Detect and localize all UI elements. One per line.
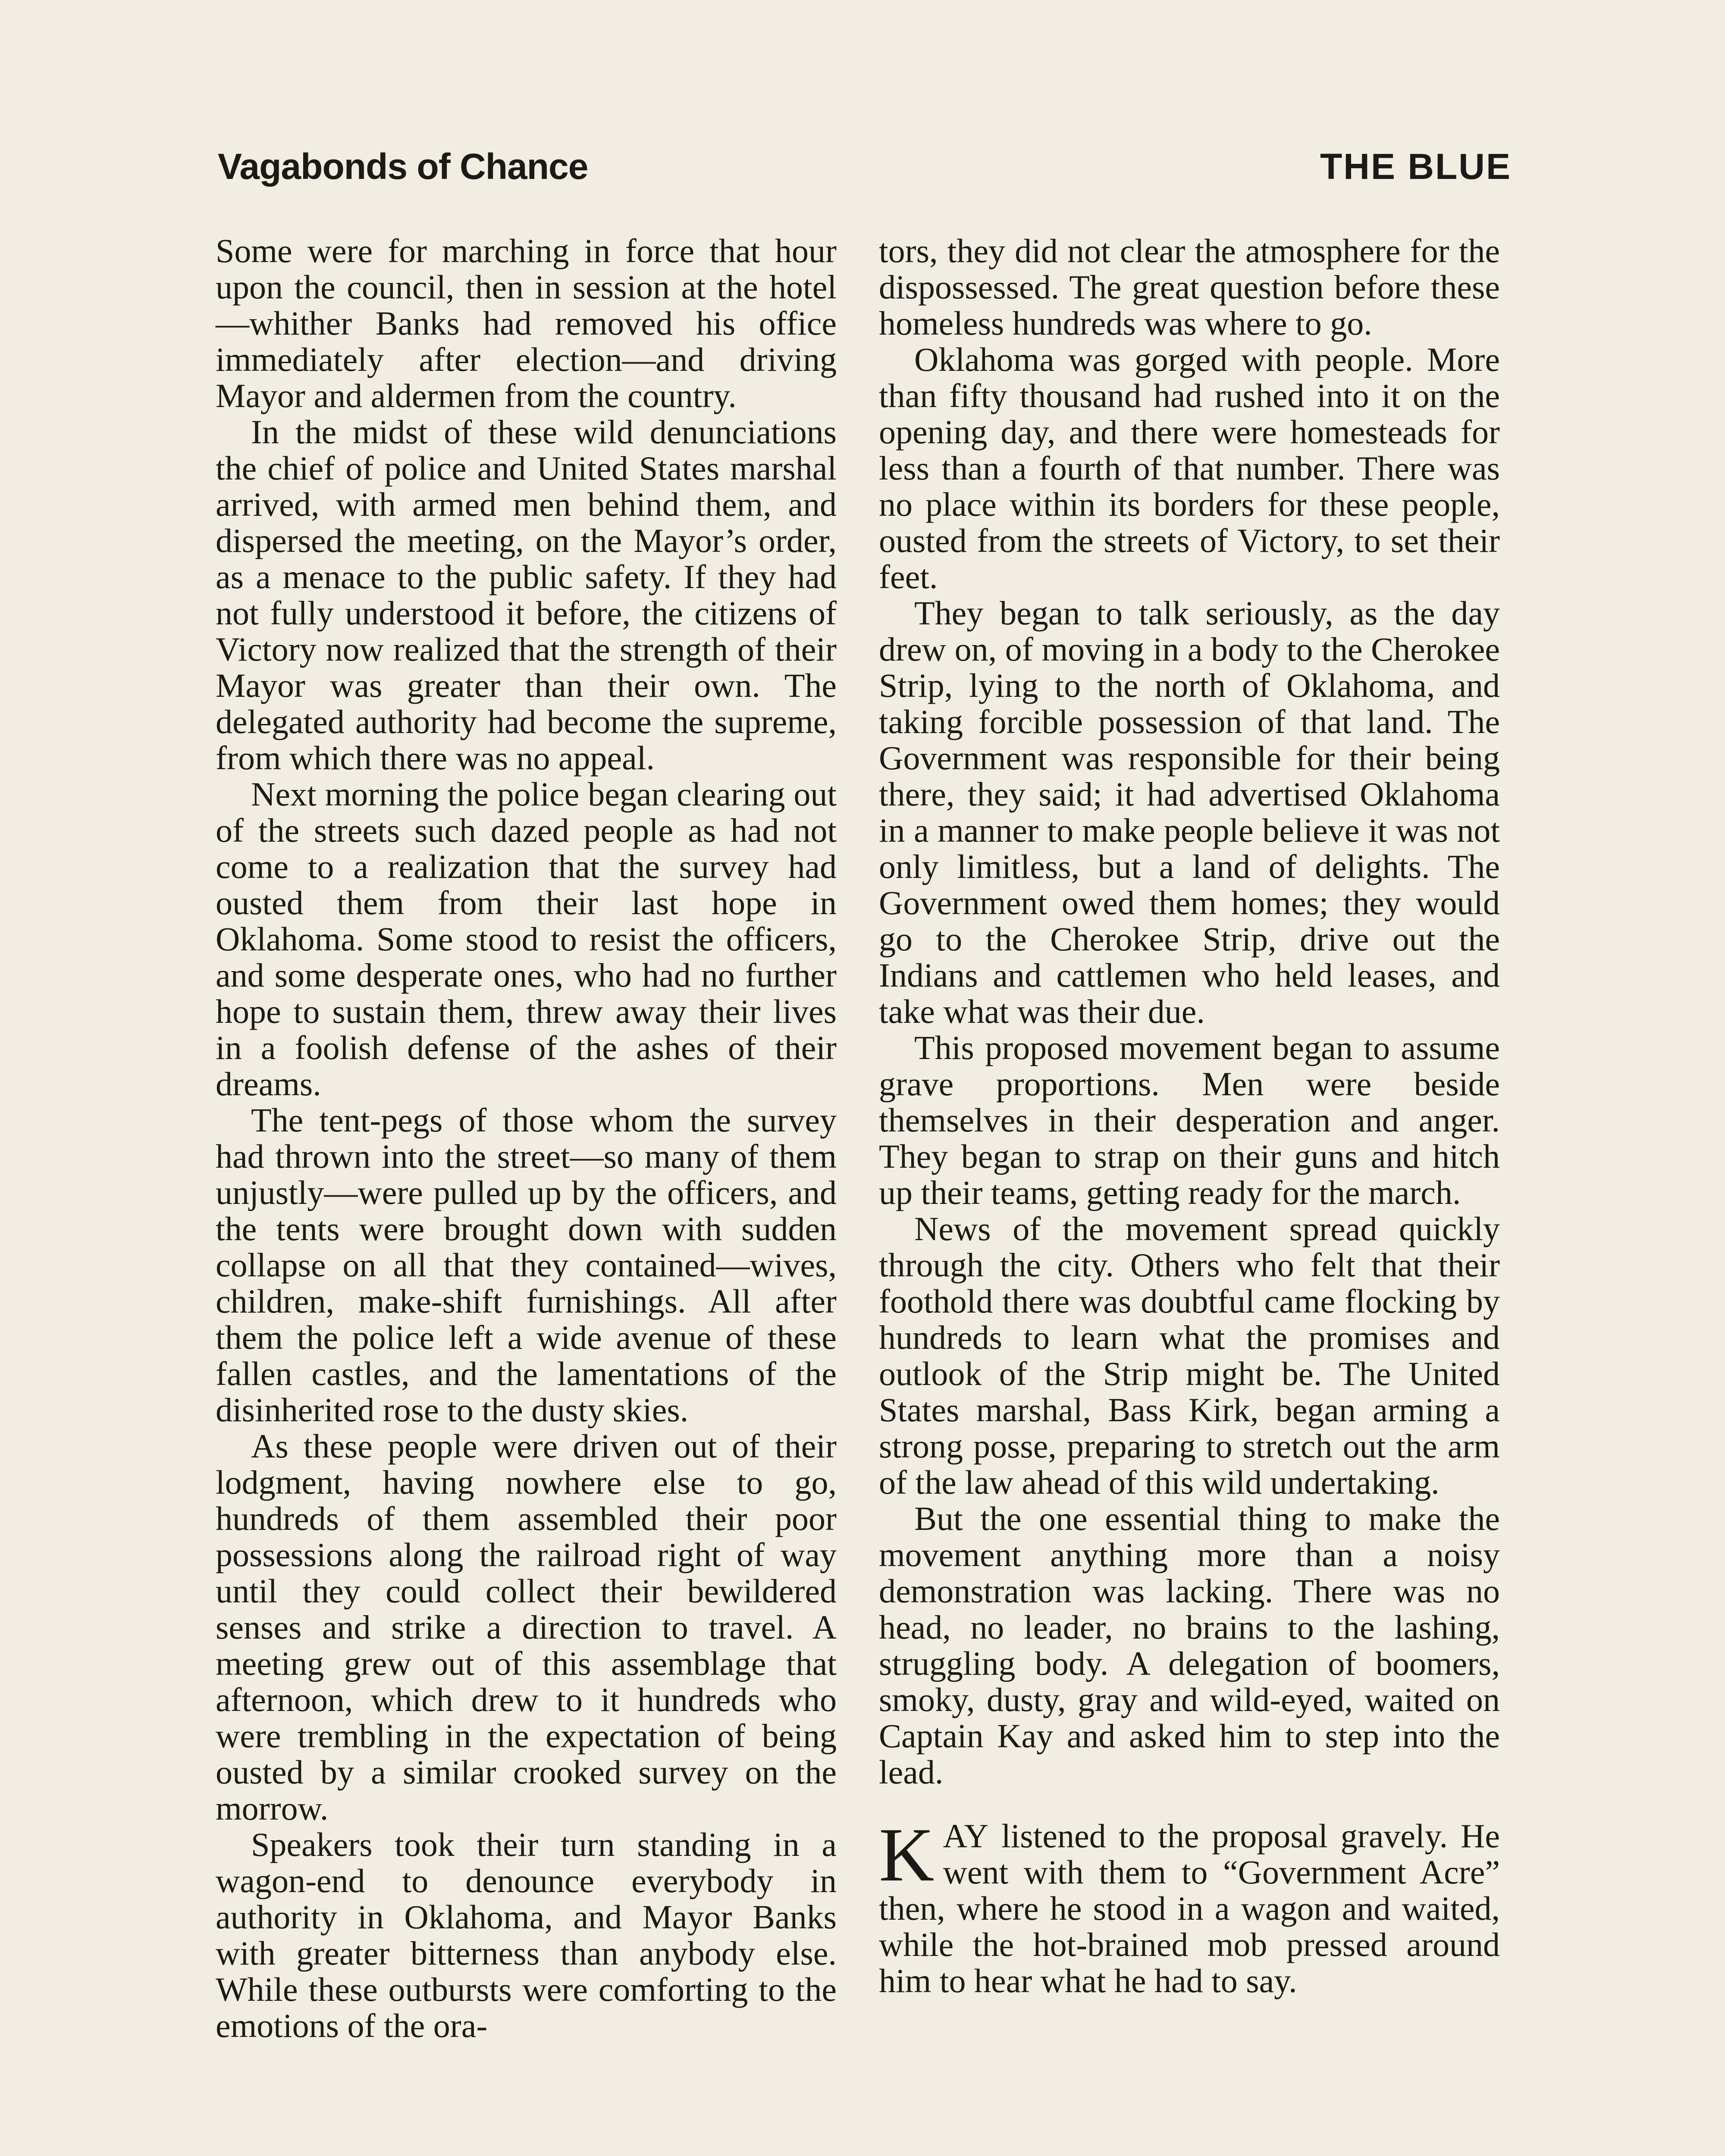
paragraph: Speakers took their turn standing in a wagon-end to denounce everybody in authority in Oklahoma, and Mayor Banks with greater bitterness than anybody else. While these outbursts were comforting to the emotions of the ora-	[216, 1826, 837, 2044]
section-break	[879, 1790, 1500, 1818]
final-paragraph-text: listened to the proposal gravely. He went with them to “Government Acre” then, where he stood in a wagon and waited, while the hot-brained mob pressed around him to hear what he had to say.	[879, 1817, 1500, 1999]
paragraph: tors, they did not clear the atmosphere for the dispossessed. The great question before these homeless hundreds was where to go.	[879, 232, 1500, 342]
paragraph: But the one essential thing to make the movement anything more than a noisy demonstration was lacking. There was no head, no leader, no brains to the lashing, struggling body. A delegation of boomers, smoky, dusty, gray and wild-eyed, waited on Captain Kay and asked him to step into the lead.	[879, 1500, 1500, 1791]
paragraph: This proposed movement began to assume grave proportions. Men were beside themselves in their desperation and anger. They began to strap on their guns and hitch up their teams, getting ready for the march.	[879, 1029, 1500, 1211]
paragraph: News of the movement spread quickly through the city. Others who felt that their foothold there was doubtful came flocking by hundreds to learn what the promises and outlook of the Strip might be. The United States marshal, Bass Kirk, began arming a strong posse, preparing to stretch out the arm of the law ahead of this wild undertaking.	[879, 1210, 1500, 1501]
final-paragraph	[879, 1812, 1500, 1999]
left-column	[216, 233, 837, 2044]
paragraph: As these people were driven out of their lodgment, having nowhere else to go, hundreds of them assembled their poor possessions along the railroad right of way until they could collect their bewildered senses and strike a direction to travel. A meeting grew out of this assemblage that afternoon, which drew to it hundreds who were trembling in the expectation of being ousted by a similar crooked survey on the morrow.	[216, 1427, 837, 1827]
right-column	[879, 233, 1500, 1999]
small-caps-lead: AY	[943, 1817, 989, 1855]
paragraph: Next morning the police began clearing out of the streets such dazed people as had not come to a realization that the survey had ousted them from their last hope in Oklahoma. Some stood to resist the officers, and some desperate ones, who had no further hope to sustain them, threw away their lives in a foolish defense of the ashes of their dreams.	[216, 775, 837, 1103]
drop-cap: K	[879, 1812, 935, 1897]
magazine-name: THE BLUE	[1320, 146, 1512, 187]
paragraph: They began to talk seriously, as the day drew on, of moving in a body to the Cherokee Strip, lying to the north of Oklahoma, and taking forcible possession of that land. The Government was responsible for their being there, they said; it had advertised Oklahoma in a manner to make people believe it was not only limitless, but a land of delights. The Government owed them homes; they would go to the Cherokee Strip, drive out the Indians and cattlemen who held leases, and take what was their due.	[879, 594, 1500, 1030]
paragraph: Some were for marching in force that hour upon the council, then in session at the hotel—whither Banks had removed his office immediately after election—and driving Mayor and aldermen from the country.	[216, 232, 837, 414]
running-title: Vagabonds of Chance	[218, 146, 588, 187]
paragraph: In the midst of these wild denunciations the chief of police and United States marshal arrived, with armed men behind them, and dispersed the meeting, on the Mayor’s order, as a menace to the public safety. If they had not fully understood it before, the citizens of Victory now realized that the strength of their Mayor was greater than their own. The delegated authority had become the supreme, from which there was no appeal.	[216, 413, 837, 777]
paragraph: Oklahoma was gorged with people. More than fifty thousand had rushed into it on the opening day, and there were homesteads for less than a fourth of that number. There was no place within its borders for these people, ousted from the streets of Victory, to set their feet.	[879, 341, 1500, 595]
paragraph: The tent-pegs of those whom the survey had thrown into the street—so many of them unjustly—were pulled up by the officers, and the tents were brought down with sudden collapse on all that they contained—wives, children, make-shift furnishings. All after them the police left a wide avenue of these fallen castles, and the lamentations of the disinherited rose to the dusty skies.	[216, 1101, 837, 1429]
